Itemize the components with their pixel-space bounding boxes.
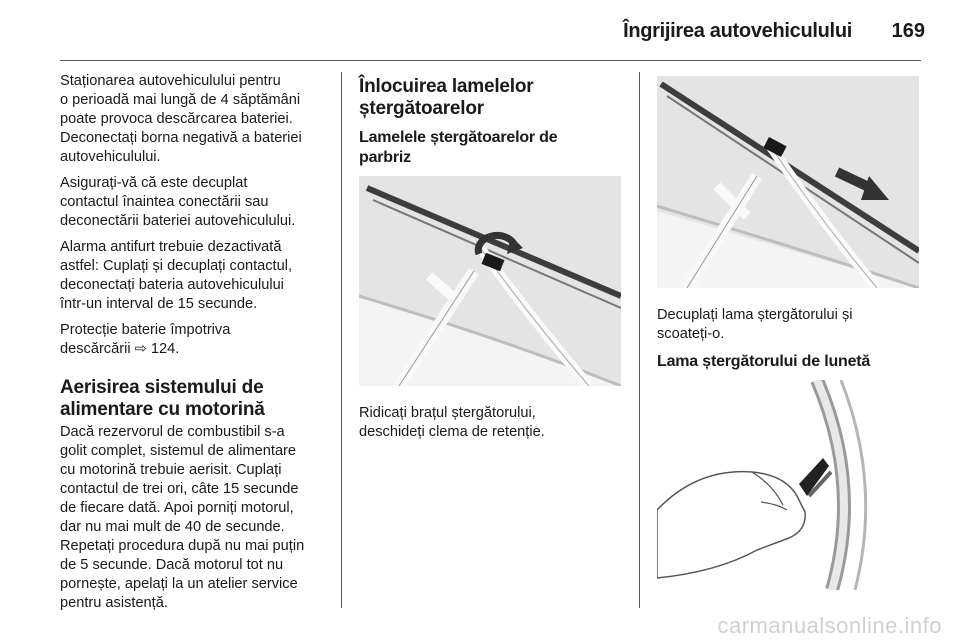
heading-wiper-replacement: Înlocuirea lamelelor ștergătoarelor [359,76,534,119]
paragraph-alarm: Alarma antifurt trebuie dezactivată astfel: Cuplați și decuplați contactul, deconectați bateria autovehiculului într-un interval de 15 secunde. [60,239,293,312]
caption-wiper-lift: Ridicați brațul ștergătorului, deschideți clema de retenție. [359,405,545,440]
column-2 [359,76,621,449]
rear-wiper-illustration [657,380,919,590]
heading-fuel-bleeding: Aerisirea sistemului de alimentare cu motorină [60,377,265,420]
watermark: carmanualsonline.info [717,613,942,638]
wiper-lift-illustration [359,176,621,386]
paragraph-fuel-bleeding: Dacă rezervorul de combustibil s-a golit complet, sistemul de alimentare cu motorină trebuie aerisit. Cuplați contactul de trei ori, câte 15 secunde de fiecare dată. Apoi porniți motorul, dar nu mai mult de 40 de secunde. Repetați procedura după nu mai puțin de 5 secunde. Dacă motorul tot nu pornește, apelați la un atelier service pentru asistență. [60,424,305,611]
page-number: 169 [891,20,925,42]
column-divider-1 [341,72,342,608]
paragraph-storage: Staționarea autovehiculului pentru o perioadă mai lungă de 4 săptămâni poate provoca descărcarea bateriei. Deconectați borna negativă a bateriei autovehiculului. [60,73,302,165]
subheading-windscreen-wipers: Lamelele ștergătoarelor de parbriz [359,129,558,166]
column-1 [60,72,332,620]
paragraph-ignition: Asigurați-vă că este decuplat contactul înaintea conectării sau deconectării bateriei autovehiculului. [60,175,296,229]
running-header-title: Îngrijirea autovehiculului [623,20,852,42]
paragraph-battery-protection: Protecție baterie împotriva descărcării ⇨ 124. [60,322,231,357]
wiper-remove-illustration [657,76,919,288]
column-divider-2 [639,72,640,608]
column-3 [657,76,919,590]
subheading-rear-wiper: Lama ștergătorului de lunetă [657,353,871,370]
caption-wiper-remove: Decuplați lama ștergătorului și scoateți-o. [657,307,853,342]
header-divider [60,60,921,61]
